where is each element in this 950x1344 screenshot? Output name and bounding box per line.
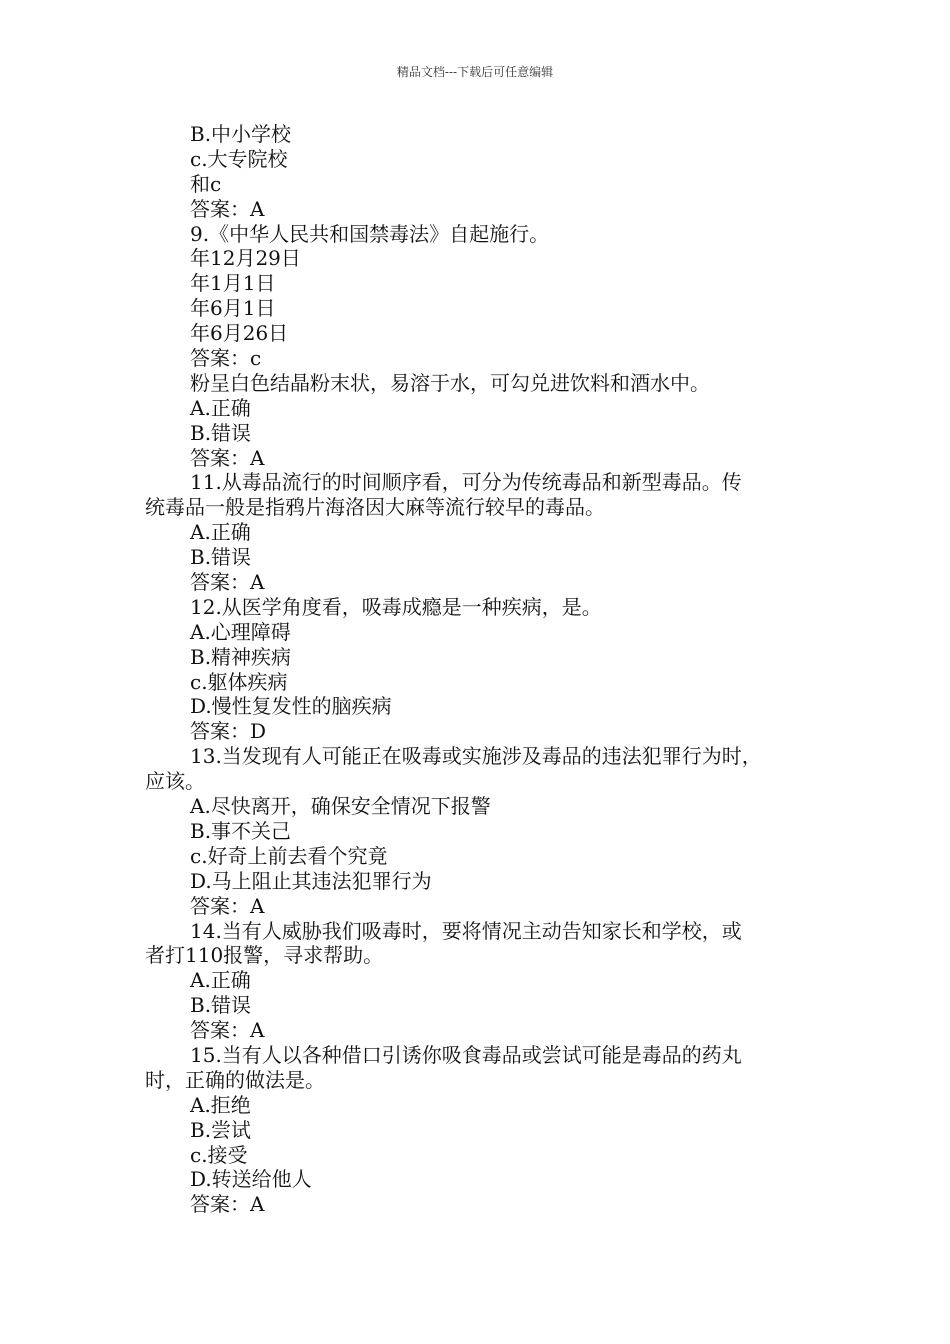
text-line: 应该。	[145, 769, 205, 794]
text-line: c.大专院校	[190, 146, 288, 171]
text-line: A.尽快离开，确保安全情况下报警	[190, 794, 491, 819]
text-line: 答案：A	[190, 1192, 265, 1217]
text-line: A.正确	[190, 520, 251, 545]
document-body	[145, 122, 825, 1217]
text-line: 时，正确的做法是。	[145, 1067, 325, 1092]
text-line: 答案：D	[190, 719, 267, 744]
text-line: 9.《中华人民共和国禁毒法》自起施行。	[190, 221, 550, 246]
text-line: 年6月1日	[190, 296, 276, 321]
text-line: 者打110报警，寻求帮助。	[145, 943, 384, 968]
text-line: 答案：A	[190, 196, 265, 221]
text-line: 12.从医学角度看，吸毒成瘾是一种疾病，是。	[190, 594, 602, 619]
text-line: B.中小学校	[190, 122, 292, 146]
text-line: D.马上阻止其违法犯罪行为	[190, 868, 432, 893]
text-line: B.错误	[190, 420, 252, 445]
text-line: 年12月29日	[190, 246, 301, 271]
text-line: 粉呈白色结晶粉末状，易溶于水，可勾兑进饮料和酒水中。	[190, 370, 710, 395]
text-line: 统毒品一般是指鸦片海洛因大麻等流行较早的毒品。	[145, 495, 605, 520]
text-line: 答案：A	[190, 893, 265, 918]
text-line: B.错误	[190, 993, 252, 1018]
page-header: 精品文档---下载后可任意编辑	[396, 65, 554, 79]
text-line: c.躯体疾病	[190, 669, 288, 694]
text-line: c.接受	[190, 1142, 248, 1167]
text-line: A.心理障碍	[190, 619, 291, 644]
text-line: B.精神疾病	[190, 644, 292, 669]
text-line: c.好奇上前去看个究竟	[190, 843, 388, 868]
text-line: B.事不关己	[190, 818, 292, 843]
text-line: 13.当发现有人可能正在吸毒或实施涉及毒品的违法犯罪行为时，	[190, 744, 762, 769]
text-line: 年1月1日	[190, 271, 276, 296]
text-line: D.慢性复发性的脑疾病	[190, 694, 392, 719]
text-line: 15.当有人以各种借口引诱你吸食毒品或尝试可能是毒品的药丸	[190, 1042, 742, 1067]
text-line: 11.从毒品流行的时间顺序看，可分为传统毒品和新型毒品。传	[190, 470, 742, 495]
text-line: A.正确	[190, 395, 251, 420]
text-line: 答案：A	[190, 1018, 265, 1043]
text-line: 答案：A	[190, 570, 265, 595]
text-line: 答案：A	[190, 445, 265, 470]
text-line: 年6月26日	[190, 321, 289, 346]
text-line: D.转送给他人	[190, 1167, 312, 1192]
text-line: B.尝试	[190, 1117, 252, 1142]
text-line: 14.当有人威胁我们吸毒时，要将情况主动告知家长和学校，或	[190, 918, 742, 943]
text-line: 和c	[190, 171, 222, 196]
text-line: A.正确	[190, 968, 251, 993]
text-line: 答案：c	[190, 346, 262, 371]
text-line: B.错误	[190, 545, 252, 570]
text-line: A.拒绝	[190, 1092, 251, 1117]
